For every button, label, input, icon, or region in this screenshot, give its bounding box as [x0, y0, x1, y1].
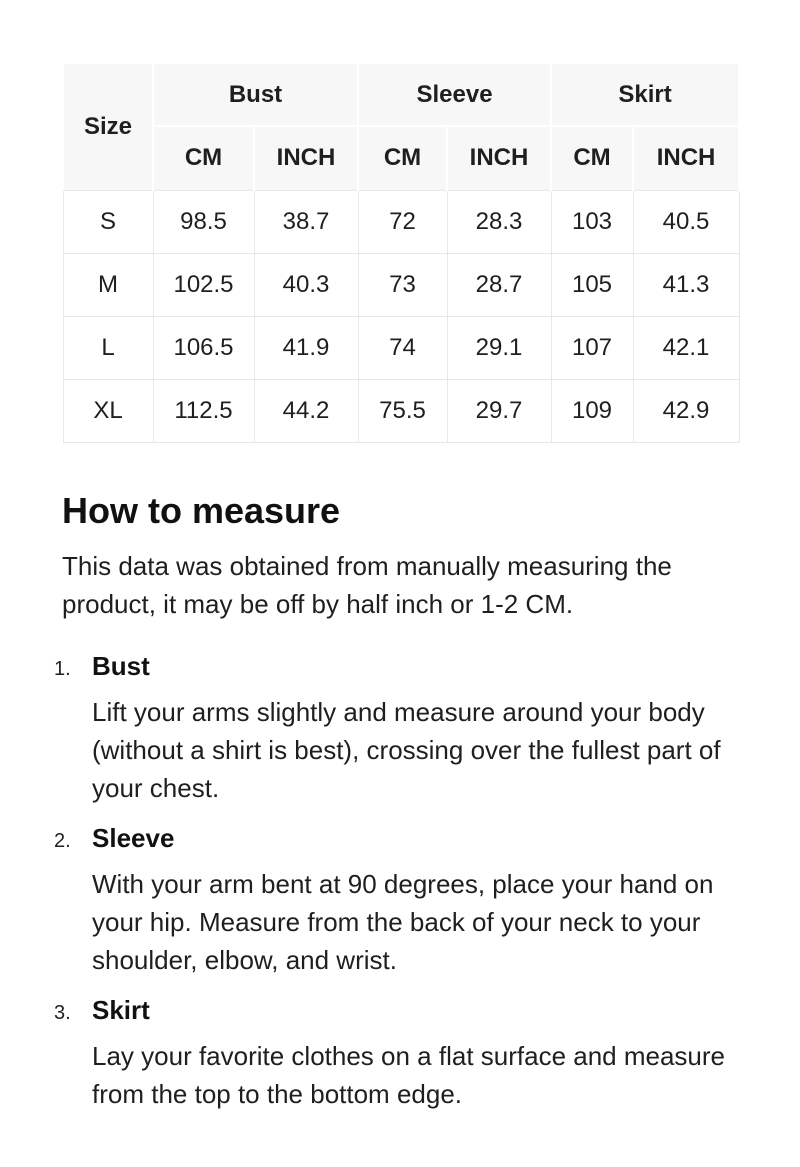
table-header-row-groups [63, 63, 739, 126]
size-cell: S [63, 190, 153, 253]
measurement-cell: 40.5 [633, 190, 739, 253]
measurement-cell: 41.9 [254, 316, 358, 379]
step-description: Lift your arms slightly and measure around your body (without a shirt is best), crossing over the fullest part of your chest. [92, 696, 721, 803]
measurement-cell: 102.5 [153, 253, 254, 316]
step-sleeve [54, 821, 738, 979]
table-row-s [63, 190, 739, 253]
unit-header-bust-cm: CM [153, 126, 254, 190]
step-heading [54, 993, 738, 1027]
table-row-m [63, 253, 739, 316]
step-description: Lay your favorite clothes on a flat surface and measure from the top to the bottom edge. [92, 1040, 726, 1109]
measurement-cell: 103 [551, 190, 633, 253]
step-description: With your arm bent at 90 degrees, place your hand on your hip. Measure from the back of your neck to your shoulder, elbow, and wrist. [92, 868, 714, 975]
size-cell: M [63, 253, 153, 316]
measurement-cell: 109 [551, 379, 633, 442]
measurement-cell: 41.3 [633, 253, 739, 316]
measurement-cell: 42.1 [633, 316, 739, 379]
measurement-cell: 107 [551, 316, 633, 379]
unit-header-sleeve-inch: INCH [447, 126, 551, 190]
measurement-cell: 40.3 [254, 253, 358, 316]
how-to-measure-heading: How to measure [62, 489, 341, 531]
step-title: Sleeve [92, 822, 175, 853]
group-header-skirt: Skirt [551, 63, 739, 126]
table-header-row-units [63, 126, 739, 190]
measurement-cell: 98.5 [153, 190, 254, 253]
measure-disclaimer-text: This data was obtained from manually measuring the product, it may be off by half inch or 1-2 CM. [62, 550, 672, 619]
step-title: Bust [92, 650, 150, 681]
size-column-header: Size [63, 63, 153, 190]
step-bust [54, 649, 738, 807]
measurement-cell: 112.5 [153, 379, 254, 442]
unit-header-sleeve-cm: CM [358, 126, 447, 190]
measure-steps-list [54, 649, 738, 1113]
table-row-l [63, 316, 739, 379]
measurement-cell: 29.1 [447, 316, 551, 379]
measurement-cell: 73 [358, 253, 447, 316]
measurement-cell: 75.5 [358, 379, 447, 442]
measurement-cell: 38.7 [254, 190, 358, 253]
step-number: 1. [54, 657, 71, 680]
step-heading [54, 649, 738, 683]
table-row-xl [63, 379, 739, 442]
measurement-cell: 28.7 [447, 253, 551, 316]
measurement-cell: 72 [358, 190, 447, 253]
unit-header-bust-inch: INCH [254, 126, 358, 190]
unit-header-skirt-cm: CM [551, 126, 633, 190]
measurement-cell: 105 [551, 253, 633, 316]
measurement-cell: 106.5 [153, 316, 254, 379]
step-number: 2. [54, 829, 71, 852]
measurement-cell: 28.3 [447, 190, 551, 253]
group-header-bust: Bust [153, 63, 358, 126]
step-number: 3. [54, 1001, 71, 1024]
unit-header-skirt-inch: INCH [633, 126, 739, 190]
size-cell: XL [63, 379, 153, 442]
measurement-cell: 42.9 [633, 379, 739, 442]
size-chart-table [62, 62, 740, 443]
group-header-sleeve: Sleeve [358, 63, 551, 126]
measurement-cell: 44.2 [254, 379, 358, 442]
size-cell: L [63, 316, 153, 379]
step-heading [54, 821, 738, 855]
measurement-cell: 29.7 [447, 379, 551, 442]
measurement-cell: 74 [358, 316, 447, 379]
step-skirt [54, 993, 738, 1113]
step-title: Skirt [92, 994, 150, 1025]
